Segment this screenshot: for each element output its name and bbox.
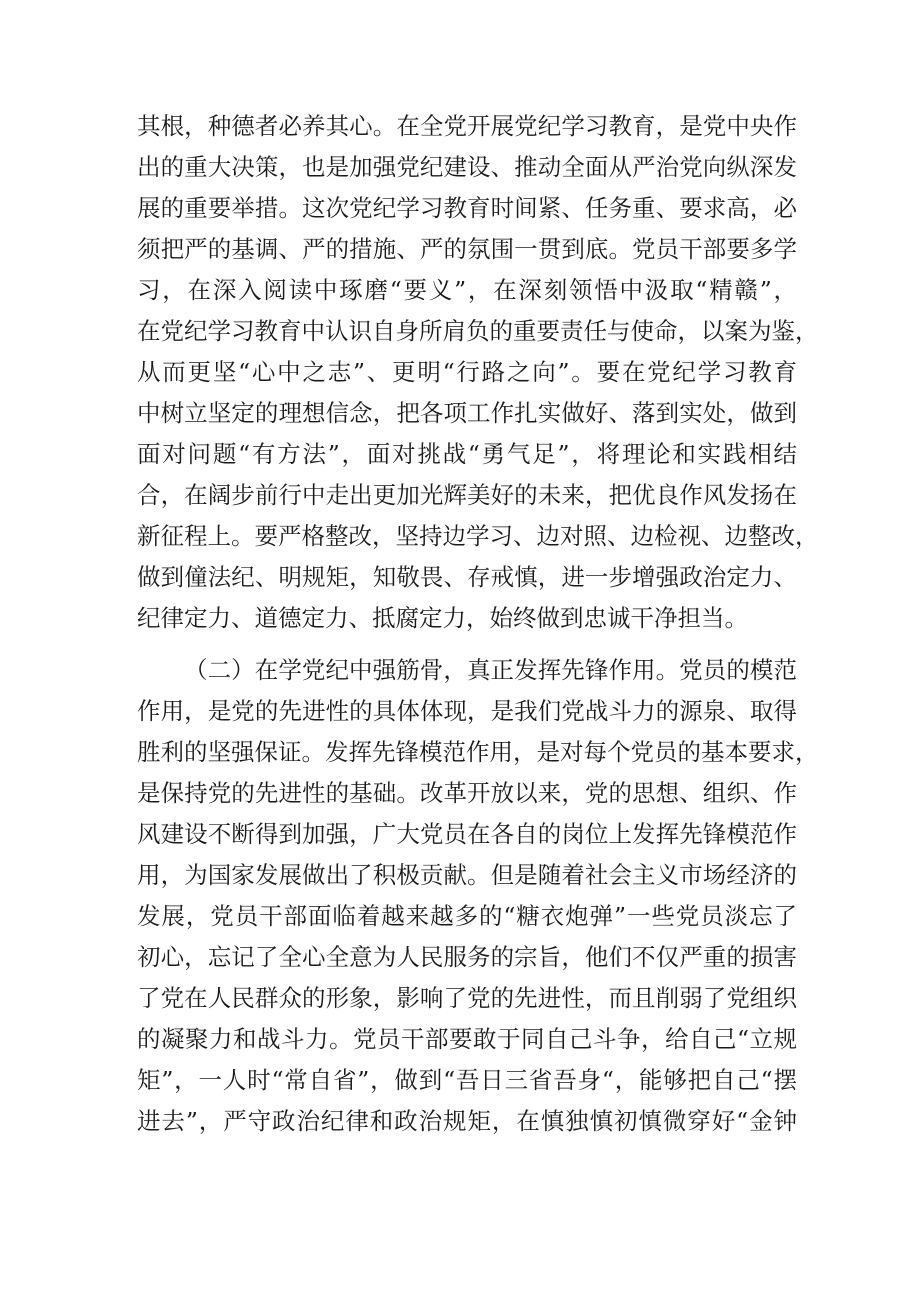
text-line: 面对问题“有方法”，面对挑战“勇气足”，将理论和实践相结 [137, 440, 797, 468]
text-line: 发展，党员干部面临着越来越多的“糖衣炮弹”一些党员淡忘了 [137, 902, 797, 930]
text-line: 习，在深入阅读中琢磨“要义”，在深刻领悟中汲取“精赣”， [137, 276, 797, 304]
text-line: 了党在人民群众的形象，影响了党的先进性，而且削弱了党组织 [137, 984, 797, 1012]
text-line: 在党纪学习教育中认识自身所肩负的重要责任与使命，以案为鉴， [137, 317, 819, 345]
text-line: 是保持党的先进性的基础。改革开放以来，党的思想、组织、作 [137, 779, 797, 807]
text-line: 须把严的基调、严的措施、严的氛围一贯到底。党员干部要多学 [137, 235, 797, 263]
text-line: 合，在阔步前行中走出更加光辉美好的未来，把优良作风发扬在 [137, 481, 797, 509]
text-line: 的凝聚力和战斗力。党员干部要敢于同自己斗争，给自己“立规 [137, 1025, 797, 1053]
text-line: 新征程上。要严格整改，坚持边学习、边对照、边检视、边整改， [137, 522, 819, 550]
text-line: 纪律定力、道德定力、抵腐定力，始终做到忠诚干净担当。 [137, 604, 748, 632]
text-line: 出的重大决策，也是加强党纪建设、推动全面从严治党向纵深发 [137, 153, 797, 181]
text-line: 用，为国家发展做出了积极贡献。但是随着社会主义市场经济的 [137, 861, 797, 889]
text-line: 做到僮法纪、明规矩，知敬畏、存戒慎，进一步增强政治定力、 [137, 563, 797, 591]
text-line: 作用，是党的先进性的具体体现，是我们党战斗力的源泉、取得 [137, 697, 797, 725]
text-line: 中树立坚定的理想信念，把各项工作扎实做好、落到实处，做到 [137, 399, 797, 427]
text-line: 展的重要举措。这次党纪学习教育时间紧、任务重、要求高，必 [137, 194, 797, 222]
section-heading-line: （二）在学党纪中强筋骨，真正发挥先锋作用。党员的模范 [184, 656, 797, 684]
text-line: 胜利的坚强保证。发挥先锋模范作用，是对每个党员的基本要求， [137, 738, 819, 766]
text-line: 从而更坚“心中之志”、更明“行路之向”。要在党纪学习教育 [137, 358, 797, 386]
text-line: 进去”，严守政治纪律和政治规矩，在慎独慎初慎微穿好“金钟 [137, 1107, 797, 1135]
text-line: 矩”，一人时“常自省”，做到“吾日三省吾身“，能够把自己“摆 [137, 1066, 797, 1094]
text-line: 初心，忘记了全心全意为人民服务的宗旨，他们不仅严重的损害 [137, 943, 797, 971]
text-line: 其根，种德者必养其心。在全党开展党纪学习教育，是党中央作 [137, 112, 797, 140]
text-line: 风建设不断得到加强，广大党员在各自的岗位上发挥先锋模范作 [137, 820, 797, 848]
